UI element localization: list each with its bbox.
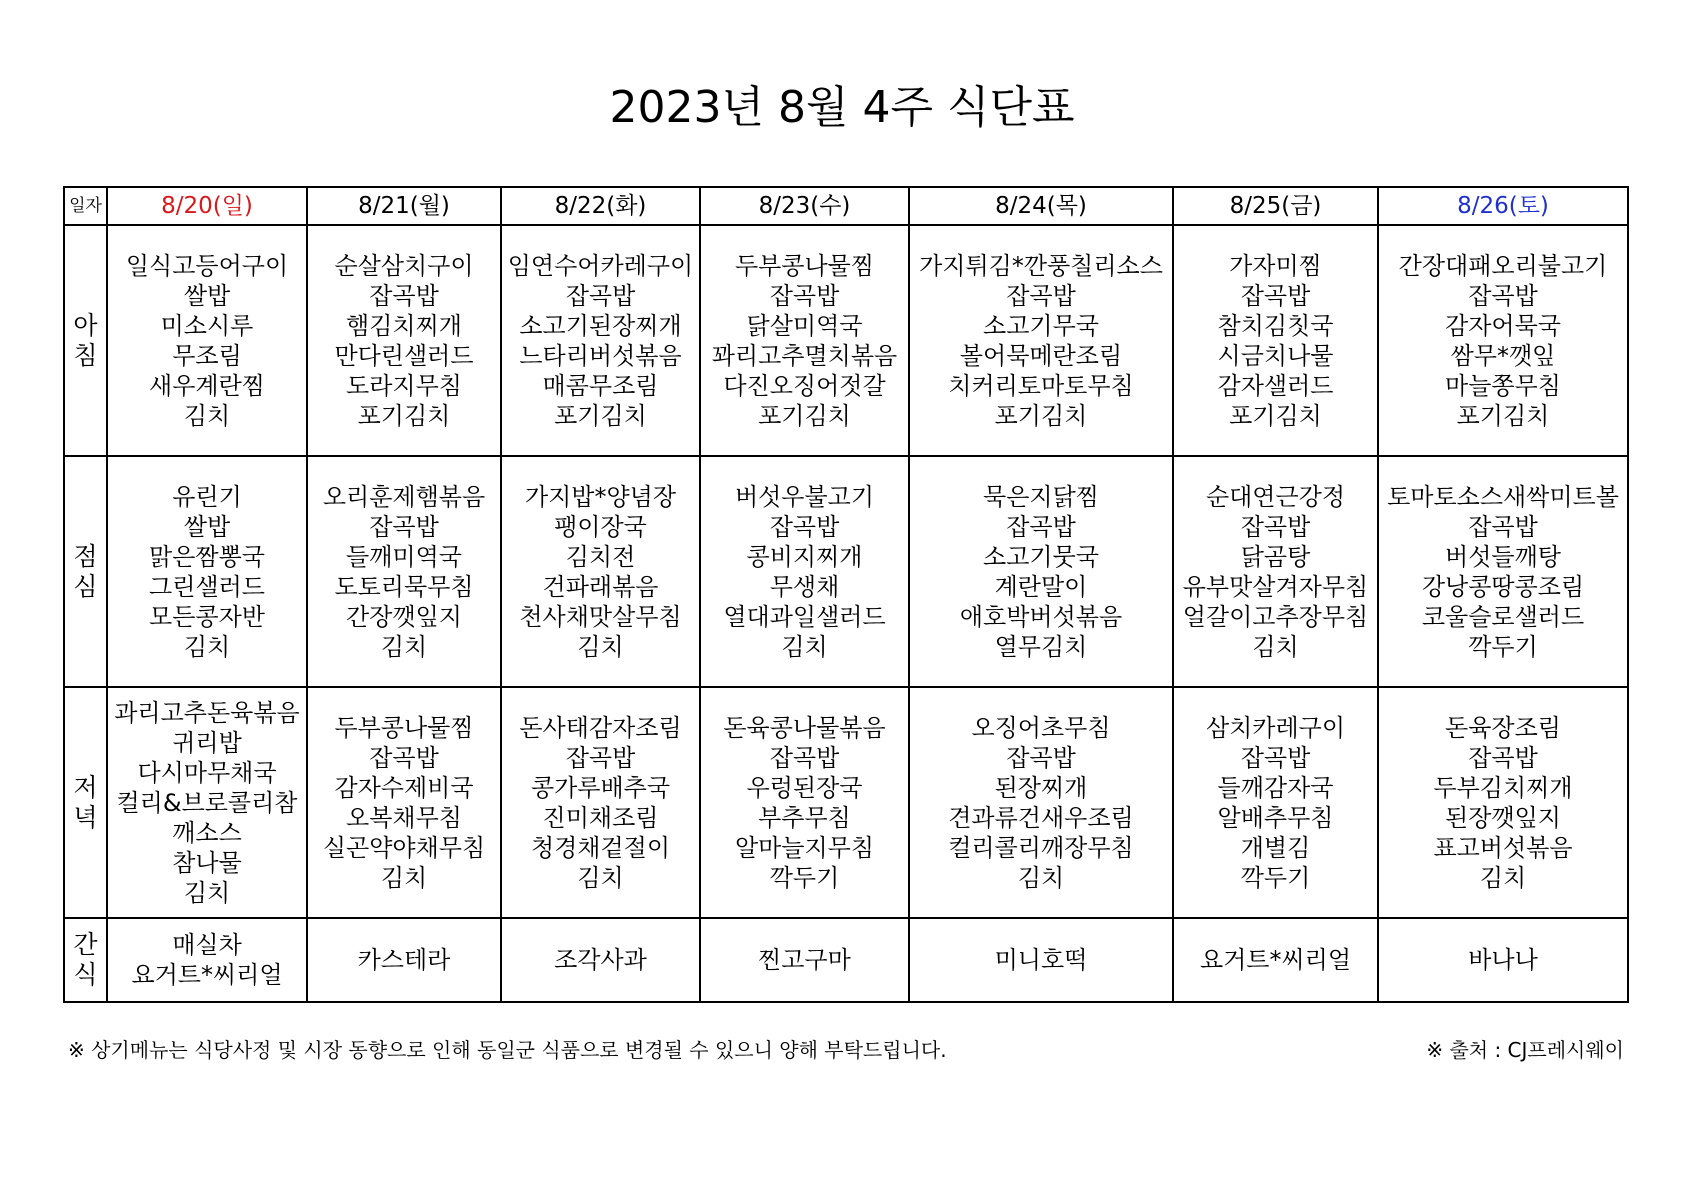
dish-item: 조각사과 — [554, 946, 647, 974]
dish-item: 된장찌개 — [994, 773, 1088, 802]
lunch-menu-cell — [107, 456, 307, 687]
dish-item: 과리고추돈육볶음 — [114, 698, 300, 727]
dinner-menu-cell — [307, 687, 501, 918]
dish-item: 김치 — [577, 863, 624, 892]
lunch-row — [64, 456, 1628, 687]
dish-item: 잡곡밥 — [1240, 281, 1311, 310]
snack-row — [64, 918, 1628, 1002]
snack-menu-cell — [1378, 918, 1628, 1002]
dish-item: 요거트*씨리얼 — [1199, 946, 1352, 974]
breakfast-menu-cell — [909, 225, 1173, 456]
dish-item: 소고기된장찌개 — [519, 311, 682, 340]
dish-item: 무조림 — [172, 341, 242, 370]
dish-item: 감자어묵국 — [1445, 311, 1561, 340]
dish-item: 쌀밥 — [183, 281, 231, 310]
dish-item: 간장깻잎지 — [346, 602, 462, 631]
footnote-notice: ※ 상기메뉴는 식당사정 및 시장 동향으로 인해 동일군 식품으로 변경될 수 있으니 양해 부탁드립니다. — [68, 1038, 947, 1062]
page-title: 2023년 8월 4주 식단표 — [609, 82, 1075, 133]
breakfast-label — [64, 225, 107, 456]
dish-item: 토마토소스새싹미트볼 — [1387, 482, 1619, 511]
dish-item: 모든콩자반 — [149, 602, 265, 631]
dish-item: 김치 — [183, 878, 231, 907]
dish-item: 김치 — [1252, 632, 1299, 661]
dish-item: 감자수제비국 — [334, 773, 474, 802]
dish-item: 코울슬로샐러드 — [1421, 602, 1585, 631]
dish-item: 잡곡밥 — [1006, 743, 1076, 772]
dish-item: 일식고등어구이 — [125, 251, 289, 280]
snack-menu-cell — [307, 918, 501, 1002]
dish-item: 도토리묵무침 — [334, 572, 474, 601]
dish-item: 닭곰탕 — [1240, 542, 1311, 571]
snack-menu-cell — [1173, 918, 1378, 1002]
dish-item: 잡곡밥 — [1006, 512, 1076, 541]
dish-item: 버섯우불고기 — [734, 482, 875, 511]
lunch-label — [64, 456, 107, 687]
dish-item: 김치전 — [565, 542, 636, 571]
dinner-menu-cell — [1378, 687, 1628, 918]
breakfast-menu-cell — [501, 225, 700, 456]
dish-item: 맑은짬뽕국 — [149, 542, 265, 571]
dish-item: 두부김치찌개 — [1433, 773, 1573, 802]
day-header-tue: 8/22(화) — [501, 187, 700, 225]
meal-label-char: 저 — [73, 772, 98, 802]
lunch-menu-cell — [501, 456, 700, 687]
dish-item: 다진오징어젓갈 — [723, 371, 886, 400]
dish-item: 임연수어카레구이 — [507, 251, 694, 280]
snack-menu-cell — [107, 918, 307, 1002]
dish-item: 순살삼치구이 — [334, 251, 474, 280]
dish-item: 들깨감자국 — [1217, 773, 1334, 802]
dish-item: 개별김 — [1240, 833, 1311, 862]
lunch-menu-cell — [1173, 456, 1378, 687]
dish-item: 두부콩나물찜 — [334, 713, 474, 742]
dish-item: 포기김치 — [1229, 401, 1322, 430]
dish-item: 꽈리고추멸치볶음 — [711, 341, 898, 370]
dish-item: 잡곡밥 — [1468, 512, 1538, 541]
dish-item: 포기김치 — [554, 401, 647, 430]
dish-item: 쌀밥 — [183, 512, 231, 541]
dish-item: 매실차 — [172, 931, 242, 959]
day-header-sun: 8/20(일) — [107, 187, 307, 225]
dish-item: 천사채맛살무침 — [519, 602, 682, 631]
dish-item: 가지밥*양념장 — [524, 482, 677, 511]
snack-menu-cell — [909, 918, 1173, 1002]
dish-item: 알마늘지무침 — [734, 833, 875, 862]
dish-item: 찐고구마 — [758, 946, 851, 974]
breakfast-row — [64, 225, 1628, 456]
dish-item: 실곤약야채무침 — [322, 833, 486, 862]
breakfast-menu-cell — [107, 225, 307, 456]
breakfast-menu-cell — [307, 225, 501, 456]
dish-item: 얼갈이고추장무침 — [1182, 602, 1369, 631]
dish-item: 귀리밥 — [172, 728, 242, 757]
meal-label-char: 간 — [73, 930, 98, 959]
dish-item: 잡곡밥 — [1006, 281, 1076, 310]
dish-item: 참치김칫국 — [1217, 311, 1334, 340]
dish-item: 김치 — [380, 632, 428, 661]
dish-item: 잡곡밥 — [769, 281, 840, 310]
dish-item: 들깨미역국 — [346, 542, 462, 571]
dish-item: 콩비지찌개 — [746, 542, 863, 571]
day-header-fri: 8/25(금) — [1173, 187, 1378, 225]
dinner-row — [64, 687, 1628, 918]
dish-item: 포기김치 — [994, 401, 1088, 430]
header-row — [64, 187, 1628, 225]
dish-item: 잡곡밥 — [769, 512, 840, 541]
dish-item: 오리훈제햄볶음 — [322, 482, 486, 511]
dish-item: 버섯들깨탕 — [1445, 542, 1561, 571]
meal-label-char: 아 — [73, 310, 98, 340]
dish-item: 새우계란찜 — [149, 371, 265, 400]
dish-item: 치커리토마토무침 — [948, 371, 1134, 400]
dinner-menu-cell — [700, 687, 909, 918]
dish-item: 강낭콩땅콩조림 — [1421, 572, 1585, 601]
dish-item: 김치 — [183, 632, 231, 661]
dish-item: 요거트*씨리얼 — [131, 961, 283, 989]
dinner-menu-cell — [107, 687, 307, 918]
dish-item: 쌈무*깻잎 — [1450, 341, 1556, 370]
lunch-menu-cell — [1378, 456, 1628, 687]
breakfast-menu-cell — [700, 225, 909, 456]
dish-item: 햄김치찌개 — [346, 311, 462, 340]
dish-item: 건파래볶음 — [542, 572, 659, 601]
dish-item: 콩가루배추국 — [530, 773, 671, 802]
dinner-label — [64, 687, 107, 918]
day-header-sat: 8/26(토) — [1378, 187, 1628, 225]
dish-item: 깍두기 — [1240, 863, 1311, 892]
dish-item: 알배추무침 — [1217, 803, 1334, 832]
dish-item: 다시마무채국 — [137, 758, 277, 787]
dish-item: 깍두기 — [1468, 632, 1538, 661]
dish-item: 마늘쫑무침 — [1445, 371, 1561, 400]
meal-plan-table — [63, 186, 1629, 1003]
dish-item: 열대과일샐러드 — [723, 602, 886, 631]
snack-menu-cell — [700, 918, 909, 1002]
meal-label-char: 심 — [73, 571, 98, 601]
header-label: 일자 — [64, 187, 107, 225]
dish-item: 김치 — [1017, 863, 1065, 892]
dish-item: 김치 — [1479, 863, 1527, 892]
dish-item: 소고기뭇국 — [983, 542, 1099, 571]
dish-item: 오징어초무침 — [971, 713, 1111, 742]
dish-item: 순대연근강정 — [1205, 482, 1346, 511]
dish-item: 표고버섯볶음 — [1433, 833, 1573, 862]
dish-item: 애호박버섯볶음 — [959, 602, 1123, 631]
meal-label-char: 침 — [73, 340, 98, 370]
dish-item: 돈육콩나물볶음 — [723, 713, 886, 742]
dish-item: 시금치나물 — [1217, 341, 1334, 370]
dish-item: 포기김치 — [357, 401, 451, 430]
dish-item: 포기김치 — [1456, 401, 1550, 430]
meal-label-char: 점 — [73, 541, 98, 571]
dish-item: 바나나 — [1468, 946, 1538, 974]
dish-item: 매콤무조림 — [542, 371, 659, 400]
dish-item: 잡곡밥 — [369, 743, 439, 772]
dish-item: 무생채 — [769, 572, 840, 601]
dish-item: 볼어묵메란조림 — [959, 341, 1123, 370]
dish-item: 컬리콜리깨장무침 — [948, 833, 1134, 862]
dish-item: 팽이장국 — [554, 512, 647, 541]
dish-item: 깨소스 — [172, 818, 242, 847]
dish-item: 가자미찜 — [1229, 251, 1322, 280]
dish-item: 닭살미역국 — [746, 311, 863, 340]
dish-item: 진미채조림 — [542, 803, 659, 832]
dish-item: 잡곡밥 — [369, 512, 439, 541]
dish-item: 잡곡밥 — [565, 281, 636, 310]
dinner-menu-cell — [1173, 687, 1378, 918]
dish-item: 돈육장조림 — [1445, 713, 1561, 742]
dish-item: 잡곡밥 — [1468, 281, 1538, 310]
dish-item: 만다린샐러드 — [334, 341, 474, 370]
dish-item: 묵은지닭찜 — [983, 482, 1099, 511]
day-header-thu: 8/24(목) — [909, 187, 1173, 225]
dish-item: 김치 — [781, 632, 828, 661]
dish-item: 김치 — [380, 863, 428, 892]
dish-item: 두부콩나물찜 — [734, 251, 875, 280]
dish-item: 그린샐러드 — [149, 572, 265, 601]
lunch-menu-cell — [307, 456, 501, 687]
lunch-menu-cell — [700, 456, 909, 687]
dish-item: 간장대패오리불고기 — [1398, 251, 1608, 280]
dish-item: 유린기 — [172, 482, 242, 511]
dish-item: 우렁된장국 — [746, 773, 863, 802]
dinner-menu-cell — [909, 687, 1173, 918]
dish-item: 도라지무침 — [346, 371, 462, 400]
dish-item: 열무김치 — [994, 632, 1088, 661]
dish-item: 돈사태감자조림 — [519, 713, 682, 742]
dish-item: 김치 — [577, 632, 624, 661]
dish-item: 오복채무침 — [346, 803, 462, 832]
breakfast-menu-cell — [1378, 225, 1628, 456]
dish-item: 청경채겉절이 — [530, 833, 671, 862]
dish-item: 깍두기 — [769, 863, 840, 892]
dish-item: 가지튀김*깐풍칠리소스 — [919, 251, 1163, 280]
dish-item: 잡곡밥 — [369, 281, 439, 310]
dish-item: 잡곡밥 — [769, 743, 840, 772]
dish-item: 컬리&브로콜리참 — [116, 788, 298, 817]
breakfast-menu-cell — [1173, 225, 1378, 456]
dish-item: 카스테라 — [357, 946, 451, 974]
dish-item: 느타리버섯볶음 — [519, 341, 682, 370]
day-header-mon: 8/21(월) — [307, 187, 501, 225]
dish-item: 잡곡밥 — [565, 743, 636, 772]
dish-item: 잡곡밥 — [1468, 743, 1538, 772]
dish-item: 잡곡밥 — [1240, 512, 1311, 541]
dish-item: 삼치카레구이 — [1205, 713, 1346, 742]
dish-item: 참나물 — [172, 848, 242, 877]
dinner-menu-cell — [501, 687, 700, 918]
meal-label-char: 녁 — [73, 802, 98, 832]
footnote-source: ※ 출처 : CJ프레시웨이 — [1426, 1038, 1624, 1062]
dish-item: 된장깻잎지 — [1445, 803, 1561, 832]
dish-item: 김치 — [183, 401, 231, 430]
dish-item: 견과류건새우조림 — [948, 803, 1134, 832]
dish-item: 미니호떡 — [994, 946, 1088, 974]
lunch-menu-cell — [909, 456, 1173, 687]
dish-item: 계란말이 — [994, 572, 1088, 601]
dish-item: 잡곡밥 — [1240, 743, 1311, 772]
day-header-wed: 8/23(수) — [700, 187, 909, 225]
dish-item: 감자샐러드 — [1217, 371, 1334, 400]
dish-item: 포기김치 — [758, 401, 851, 430]
dish-item: 미소시루 — [160, 311, 254, 340]
meal-label-char: 식 — [73, 960, 98, 989]
dish-item: 부추무침 — [758, 803, 851, 832]
dish-item: 소고기무국 — [983, 311, 1099, 340]
snack-menu-cell — [501, 918, 700, 1002]
dish-item: 유부맛살겨자무침 — [1182, 572, 1369, 601]
snack-label — [64, 918, 107, 1002]
